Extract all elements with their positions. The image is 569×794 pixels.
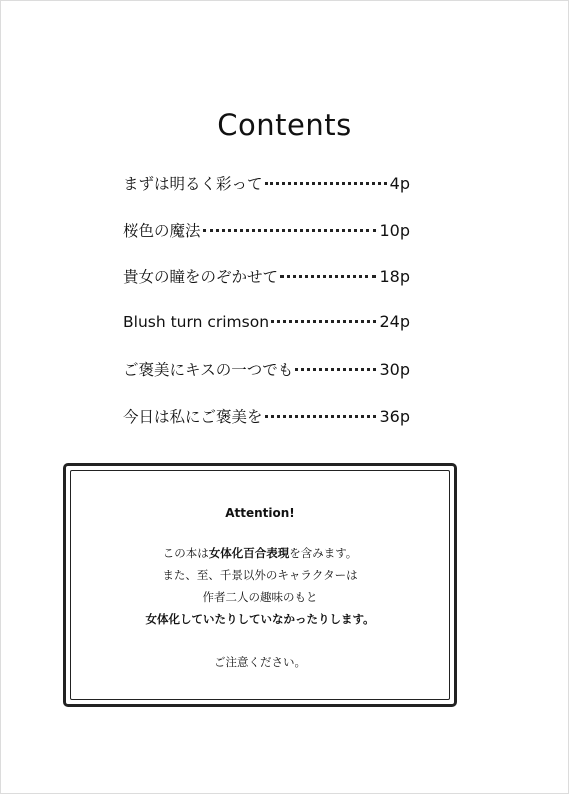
toc-entry-page: 30p <box>379 360 410 380</box>
notice-line-2: また、至、千景以外のキャラクターは <box>162 568 358 582</box>
toc-entry-title: ご褒美にキスの一つでも <box>123 361 294 380</box>
notice-text: していたりしていなかったりします。 <box>179 612 375 626</box>
toc-entry-title: Blush turn crimson <box>123 312 270 331</box>
notice-text: この本は <box>162 546 209 560</box>
toc-entry-title: まずは明るく彩って <box>123 175 263 193</box>
toc-entry-page: 10p <box>379 220 410 240</box>
toc-entry <box>123 219 410 245</box>
dot-leader <box>280 275 376 278</box>
notice-heading: Attention! <box>225 506 295 520</box>
toc-entry-title: 桜色の魔法 <box>123 221 201 240</box>
page-title: Contents <box>217 108 352 142</box>
dot-leader <box>295 368 376 371</box>
dot-leader <box>265 182 387 185</box>
dot-leader <box>265 415 377 418</box>
toc-entry <box>123 265 410 291</box>
dot-leader <box>203 229 377 232</box>
toc-entry-page: 4p <box>389 174 410 193</box>
attention-notice-box <box>63 463 457 707</box>
toc-entry <box>123 358 410 384</box>
notice-line-3: 作者二人の趣味のもと <box>202 590 318 604</box>
dot-leader <box>271 320 376 323</box>
notice-line-1 <box>66 542 454 564</box>
toc-entry-page: 36p <box>379 406 410 426</box>
notice-emphasis: 女体化百合表現 <box>208 546 290 560</box>
toc-entry <box>123 172 410 198</box>
toc-entry-page: 18p <box>379 267 410 287</box>
toc-entry <box>123 312 410 338</box>
notice-closing: ご注意ください。 <box>214 655 306 669</box>
notice-content <box>66 502 454 673</box>
notice-line-4 <box>66 608 454 630</box>
toc-entry-title: 貴女の瞳をのぞかせて <box>123 268 279 287</box>
toc-entry <box>123 405 410 431</box>
toc-entry-page: 24p <box>379 311 410 331</box>
notice-emphasis: 女体化 <box>145 612 180 626</box>
table-of-contents <box>123 172 410 452</box>
toc-entry-title: 今日は私にご褒美を <box>123 407 263 426</box>
notice-text: を含みます。 <box>289 546 358 560</box>
